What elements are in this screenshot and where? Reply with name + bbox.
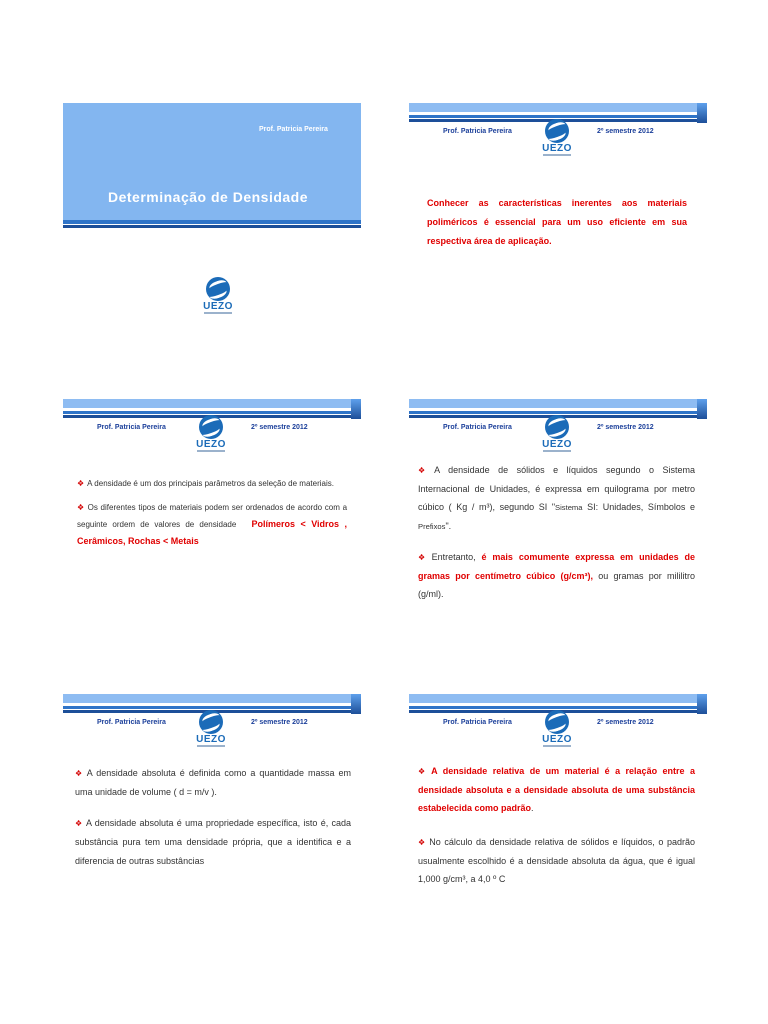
logo-wordmark: UEZO bbox=[203, 301, 233, 312]
diamond-bullet-icon: ❖ bbox=[418, 553, 429, 562]
uezo-logo bbox=[200, 277, 236, 315]
bullet-paragraph bbox=[418, 461, 695, 536]
bullet-paragraph bbox=[418, 762, 695, 817]
uezo-logo bbox=[539, 119, 575, 157]
semester-label: 2º semestre 2012 bbox=[597, 719, 654, 726]
paragraph-text: ou gramas por mililitro (g/ml). bbox=[418, 571, 695, 599]
uezo-emblem-icon bbox=[545, 710, 569, 734]
paragraph-text: SI: Unidades, Símbolos e bbox=[582, 502, 695, 512]
bullet-paragraph bbox=[75, 764, 351, 802]
diamond-bullet-icon: ❖ bbox=[418, 466, 432, 475]
uezo-logo bbox=[193, 710, 229, 748]
semester-label: 2º semestre 2012 bbox=[597, 424, 654, 431]
slide-body bbox=[427, 194, 687, 259]
logo-fineprint bbox=[197, 450, 225, 452]
logo-wordmark: UEZO bbox=[196, 439, 226, 450]
slide-title: Determinação de Densidade bbox=[108, 189, 309, 205]
author-label: Prof. Patricia Pereira bbox=[259, 126, 328, 133]
logo-wordmark: UEZO bbox=[542, 143, 572, 154]
uezo-logo bbox=[193, 415, 229, 453]
slide-body bbox=[418, 461, 695, 611]
uezo-emblem-icon bbox=[199, 415, 223, 439]
paragraph-text: A densidade é um dos principais parâmetros da seleção de materiais. bbox=[87, 479, 334, 488]
bullet-paragraph bbox=[77, 500, 347, 550]
diamond-bullet-icon: ❖ bbox=[75, 769, 84, 778]
logo-fineprint bbox=[204, 312, 232, 314]
bullet-paragraph bbox=[77, 476, 347, 492]
diamond-bullet-icon: ❖ bbox=[418, 838, 427, 847]
slide-3 bbox=[63, 399, 361, 627]
title-rule bbox=[63, 220, 361, 224]
uezo-emblem-icon bbox=[545, 119, 569, 143]
semester-label: 2º semestre 2012 bbox=[597, 128, 654, 135]
diamond-bullet-icon: ❖ bbox=[418, 767, 429, 776]
paragraph-text: Prefixos bbox=[418, 522, 446, 531]
uezo-emblem-icon bbox=[206, 277, 230, 301]
bullet-paragraph bbox=[418, 548, 695, 603]
author-label: Prof. Patricia Pereira bbox=[443, 128, 512, 135]
paragraph-text: Entretanto, bbox=[431, 552, 482, 562]
highlight-text: A densidade relativa de um material é a relação entre a densidade absoluta e a densidade absoluta de uma substância estabelecida como padrão bbox=[418, 766, 696, 813]
uezo-logo bbox=[539, 710, 575, 748]
author-label: Prof. Patricia Pereira bbox=[97, 719, 166, 726]
intro-text: Conhecer as características inerentes aos materiais poliméricos é essencial para um uso eficiente em sua respectiva área de aplicação. bbox=[427, 198, 687, 246]
density-order: Polímeros < Vidros , Cerâmicos, Rochas < Metais bbox=[77, 519, 347, 546]
diamond-bullet-icon: ❖ bbox=[77, 503, 85, 512]
bullet-paragraph bbox=[418, 833, 695, 888]
slide-body bbox=[77, 476, 347, 558]
paragraph-text: Sistema bbox=[555, 503, 583, 512]
author-label: Prof. Patricia Pereira bbox=[443, 719, 512, 726]
paragraph-text: Os diferentes tipos de materiais podem ser ordenados de acordo com a seguinte ordem de valores de densidade bbox=[77, 503, 348, 529]
logo-wordmark: UEZO bbox=[542, 439, 572, 450]
slide-6 bbox=[409, 694, 707, 922]
logo-fineprint bbox=[197, 745, 225, 747]
semester-label: 2º semestre 2012 bbox=[251, 424, 308, 431]
highlight-text: é mais comumente expressa em unidades de gramas por centímetro cúbico (g/cm³), bbox=[418, 552, 696, 581]
author-label: Prof. Patricia Pereira bbox=[97, 424, 166, 431]
paragraph-text: . bbox=[531, 803, 534, 813]
paragraph-text: A densidade absoluta é uma propriedade específica, isto é, cada substância pura tem uma densidade própria, que a identifica e a diferencia de outras substâncias bbox=[75, 818, 351, 866]
slide-1-title bbox=[63, 103, 361, 331]
diamond-bullet-icon: ❖ bbox=[75, 819, 83, 828]
slide-2 bbox=[409, 103, 707, 331]
title-rule-dark bbox=[63, 225, 361, 228]
bullet-paragraph bbox=[75, 814, 351, 871]
slide-body bbox=[418, 762, 695, 896]
semester-label: 2º semestre 2012 bbox=[251, 719, 308, 726]
logo-fineprint bbox=[543, 154, 571, 156]
slide-body bbox=[75, 764, 351, 879]
logo-fineprint bbox=[543, 450, 571, 452]
author-label: Prof. Patricia Pereira bbox=[443, 424, 512, 431]
diamond-bullet-icon: ❖ bbox=[77, 479, 85, 488]
paragraph-text: ". bbox=[445, 521, 452, 531]
uezo-logo bbox=[539, 415, 575, 453]
uezo-emblem-icon bbox=[199, 710, 223, 734]
slide-4 bbox=[409, 399, 707, 627]
paragraph-text: A densidade absoluta é definida como a quantidade massa em uma unidade de volume ( d = m/v ). bbox=[75, 768, 351, 797]
paragraph-text: No cálculo da densidade relativa de sólidos e líquidos, o padrão usualmente escolhido é a densidade absoluta da água, que é igual 1,000 g/cm³, a 4,0 º C bbox=[418, 837, 695, 884]
slide-5 bbox=[63, 694, 361, 922]
logo-fineprint bbox=[543, 745, 571, 747]
logo-wordmark: UEZO bbox=[196, 734, 226, 745]
paragraph-text: A densidade de sólidos e líquidos segundo o Sistema Internacional de Unidades, é expressa em quilograma por metro cúbico ( Kg / m³), segundo SI " bbox=[418, 465, 695, 512]
uezo-emblem-icon bbox=[545, 415, 569, 439]
logo-wordmark: UEZO bbox=[542, 734, 572, 745]
